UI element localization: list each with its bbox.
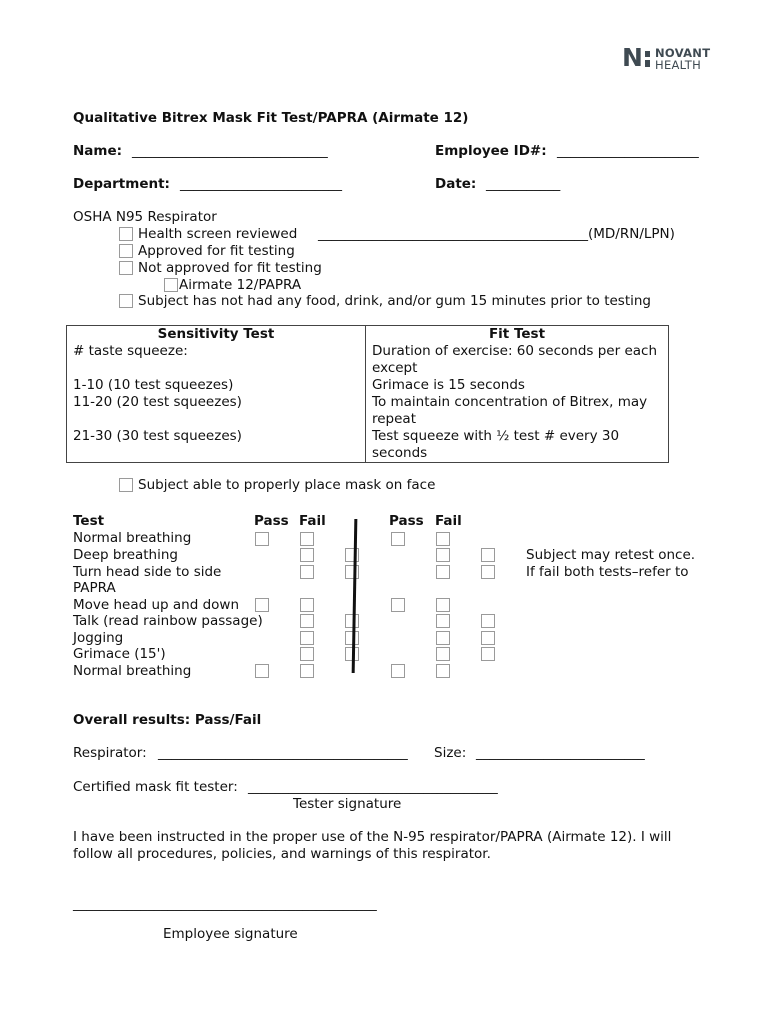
- sensitivity-fit-table: [66, 325, 669, 463]
- logo-mark: N: [622, 43, 643, 72]
- tester-signature-caption: Tester signature: [293, 796, 402, 812]
- test-item: Normal breathing: [73, 663, 192, 679]
- employee-signature-field[interactable]: _____________________________________________: [73, 896, 377, 912]
- health-screen-signoff-field[interactable]: ________________________________________(MD/RN/LPN): [318, 226, 675, 242]
- table-row: [67, 377, 669, 394]
- respirator-label: Respirator:: [73, 745, 147, 761]
- pass-checkbox[interactable]: [255, 532, 269, 546]
- table-cell: Duration of exercise: 60 seconds per each except: [366, 343, 669, 377]
- sensitivity-test-header: Sensitivity Test: [67, 326, 366, 344]
- test-item: Deep breathing: [73, 547, 178, 563]
- pass-checkbox[interactable]: [391, 598, 405, 612]
- approved-checkbox[interactable]: [119, 244, 133, 258]
- place-mask-checkbox[interactable]: [119, 478, 133, 492]
- checkbox[interactable]: [300, 614, 314, 628]
- table-cell: 21-30 (30 test squeezes): [67, 428, 366, 463]
- date-field[interactable]: ___________: [486, 176, 561, 192]
- checkbox[interactable]: [481, 548, 495, 562]
- statement-line1: I have been instructed in the proper use of the N-95 respirator/PAPRA (Airmate 12). I will: [73, 829, 672, 845]
- health-screen-checkbox[interactable]: [119, 227, 133, 241]
- tester-signature-field[interactable]: _____________________________________: [248, 779, 498, 795]
- tester-label: Certified mask fit tester:: [73, 779, 238, 795]
- health-screen-label: Health screen reviewed: [138, 226, 298, 242]
- checkbox[interactable]: [481, 647, 495, 661]
- table-cell: To maintain concentration of Bitrex, may repeat: [366, 394, 669, 428]
- test-item: Turn head side to side: [73, 564, 222, 580]
- fail-checkbox[interactable]: [436, 598, 450, 612]
- respirator-field[interactable]: _____________________________________: [158, 745, 408, 761]
- name-field[interactable]: _____________________________: [132, 143, 328, 159]
- airmate-checkbox[interactable]: [164, 278, 178, 292]
- checkbox[interactable]: [300, 548, 314, 562]
- logo-text-line2: HEALTH: [655, 58, 702, 72]
- checkbox[interactable]: [436, 565, 450, 579]
- pass-checkbox[interactable]: [391, 664, 405, 678]
- checkbox[interactable]: [481, 631, 495, 645]
- osha-heading: OSHA N95 Respirator: [73, 209, 217, 225]
- pass-column-header-2: Pass: [389, 513, 424, 529]
- checkbox[interactable]: [436, 631, 450, 645]
- test-item: Grimace (15'): [73, 646, 166, 662]
- department-label: Department:: [73, 176, 170, 192]
- pass-column-header-1: Pass: [254, 513, 289, 529]
- checkbox[interactable]: [481, 565, 495, 579]
- table-row: [67, 343, 669, 377]
- logo-bars-icon: [645, 51, 650, 67]
- test-item: Normal breathing: [73, 530, 192, 546]
- airmate-label: Airmate 12/PAPRA: [179, 277, 302, 293]
- checkbox[interactable]: [300, 565, 314, 579]
- date-label: Date:: [435, 176, 477, 192]
- table-cell: Grimace is 15 seconds: [366, 377, 669, 394]
- fail-checkbox[interactable]: [300, 598, 314, 612]
- document-title: Qualitative Bitrex Mask Fit Test/PAPRA (Airmate 12): [73, 110, 469, 126]
- checkbox[interactable]: [436, 548, 450, 562]
- table-row: [67, 428, 669, 463]
- fail-checkbox[interactable]: [300, 532, 314, 546]
- overall-results: Overall results: Pass/Fail: [73, 712, 262, 728]
- name-label: Name:: [73, 143, 123, 159]
- size-label: Size:: [434, 745, 467, 761]
- no-food-label: Subject has not had any food, drink, and/or gum 15 minutes prior to testing: [138, 293, 651, 309]
- employee-id-label: Employee ID#:: [435, 143, 547, 159]
- checkbox[interactable]: [345, 548, 359, 562]
- employee-signature-caption: Employee signature: [163, 926, 298, 942]
- statement-line2: follow all procedures, policies, and warnings of this respirator.: [73, 846, 491, 862]
- no-food-checkbox[interactable]: [119, 294, 133, 308]
- fail-column-header-1: Fail: [299, 513, 326, 529]
- logo-text-line1: NOVANT: [655, 46, 711, 60]
- table-cell: 11-20 (20 test squeezes): [67, 394, 366, 428]
- checkbox[interactable]: [300, 631, 314, 645]
- pass-checkbox[interactable]: [391, 532, 405, 546]
- test-column-header: Test: [73, 513, 105, 529]
- table-header-row: [67, 326, 669, 344]
- pass-checkbox[interactable]: [255, 598, 269, 612]
- table-cell: 1-10 (10 test squeezes): [67, 377, 366, 394]
- department-field[interactable]: ________________________: [180, 176, 342, 192]
- checkbox[interactable]: [436, 614, 450, 628]
- retest-note-line2: If fail both tests–refer to: [526, 564, 689, 580]
- checkbox[interactable]: [345, 565, 359, 579]
- fit-test-header: Fit Test: [366, 326, 669, 344]
- table-cell: # taste squeeze:: [67, 343, 366, 377]
- size-field-line[interactable]: _________________________: [476, 745, 645, 761]
- fail-checkbox[interactable]: [436, 664, 450, 678]
- not-approved-checkbox[interactable]: [119, 261, 133, 275]
- checkbox[interactable]: [481, 614, 495, 628]
- fail-checkbox[interactable]: [300, 664, 314, 678]
- employee-id-field[interactable]: _____________________: [557, 143, 699, 159]
- checkbox[interactable]: [436, 647, 450, 661]
- test-item: Jogging: [73, 630, 124, 646]
- test-item: PAPRA: [73, 580, 116, 596]
- test-item: Move head up and down: [73, 597, 240, 613]
- table-row: [67, 394, 669, 428]
- approved-label: Approved for fit testing: [138, 243, 295, 259]
- table-cell: Test squeeze with ½ test # every 30 seconds: [366, 428, 669, 463]
- retest-note-line1: Subject may retest once.: [526, 547, 696, 563]
- fail-checkbox[interactable]: [436, 532, 450, 546]
- checkbox[interactable]: [300, 647, 314, 661]
- test-item: Talk (read rainbow passage): [73, 613, 263, 629]
- novant-health-logo: [622, 43, 712, 72]
- fail-column-header-2: Fail: [435, 513, 462, 529]
- not-approved-label: Not approved for fit testing: [138, 260, 322, 276]
- place-mask-label: Subject able to properly place mask on face: [138, 477, 436, 493]
- pass-checkbox[interactable]: [255, 664, 269, 678]
